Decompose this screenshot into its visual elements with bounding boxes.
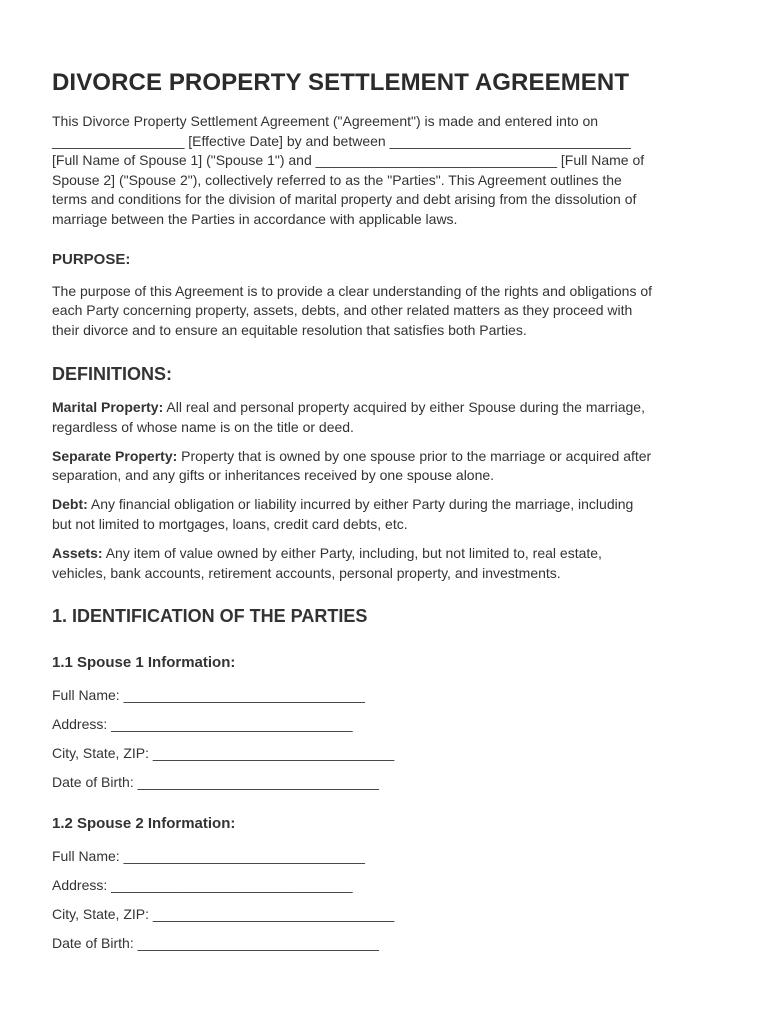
spouse-1-full-name-field[interactable]: Full Name: _______________________________ [52,687,365,703]
purpose-heading: PURPOSE: [52,251,131,268]
spouse-2-city-state-zip-field[interactable]: City, State, ZIP: _______________________________ [52,906,395,922]
definition-text: separation, and any gifts or inheritances received by one spouse alone. [52,467,495,483]
spouse-1-city-state-zip-field[interactable]: City, State, ZIP: _______________________________ [52,745,395,761]
intro-line: [Full Name of Spouse 1] ("Spouse 1") and _______________________________ [Full Name of [52,152,645,168]
intro-line: marriage between the Parties in accordance with applicable laws. [52,211,458,227]
section-1-heading: 1. IDENTIFICATION OF THE PARTIES [52,606,368,626]
definition-text: regardless of whose name is on the title or deed. [52,419,354,435]
definition-text: All real and personal property acquired by either Spouse during the marriage, [163,399,645,415]
definition-term: Marital Property: [52,399,164,415]
spouse-2-date-of-birth-field[interactable]: Date of Birth: _______________________________ [52,935,379,951]
purpose-line: their divorce and to ensure an equitable resolution that satisfies both Parties. [52,322,527,338]
definition-text: Any item of value owned by either Party, including, but not limited to, real estate, [102,545,602,561]
definition-term: Assets: [52,545,103,561]
spouse-2-full-name-field[interactable]: Full Name: _______________________________ [52,848,365,864]
definition-term: Debt: [52,496,88,512]
spouse-1-heading: 1.1 Spouse 1 Information: [52,654,236,671]
spouse-2-heading: 1.2 Spouse 2 Information: [52,815,236,832]
document-title: DIVORCE PROPERTY SETTLEMENT AGREEMENT [52,69,630,96]
intro-line: Spouse 2] ("Spouse 2"), collectively referred to as the "Parties". This Agreement outlines the [52,172,622,188]
purpose-line: each Party concerning property, assets, debts, and other related matters as they proceed with [52,302,633,318]
spouse-1-date-of-birth-field[interactable]: Date of Birth: _______________________________ [52,774,379,790]
definition-text: Any financial obligation or liability incurred by either Party during the marriage, including [87,496,634,512]
intro-line: _________________ [Effective Date] by and between _______________________________ [52,133,631,149]
spouse-1-address-field[interactable]: Address: _______________________________ [52,716,353,732]
definition-text: vehicles, bank accounts, retirement accounts, personal property, and investments. [52,565,561,581]
definition-term: Separate Property: [52,448,178,464]
intro-line: terms and conditions for the division of marital property and debt arising from the dissolution of [52,191,637,207]
intro-line: This Divorce Property Settlement Agreement ("Agreement") is made and entered into on [52,113,599,129]
definitions-heading: DEFINITIONS: [52,364,172,384]
definition-text: but not limited to mortgages, loans, credit card debts, etc. [52,516,408,532]
spouse-2-address-field[interactable]: Address: _______________________________ [52,877,353,893]
purpose-line: The purpose of this Agreement is to provide a clear understanding of the rights and obligations of [52,283,653,299]
definition-text: Property that is owned by one spouse prior to the marriage or acquired after [177,448,652,464]
